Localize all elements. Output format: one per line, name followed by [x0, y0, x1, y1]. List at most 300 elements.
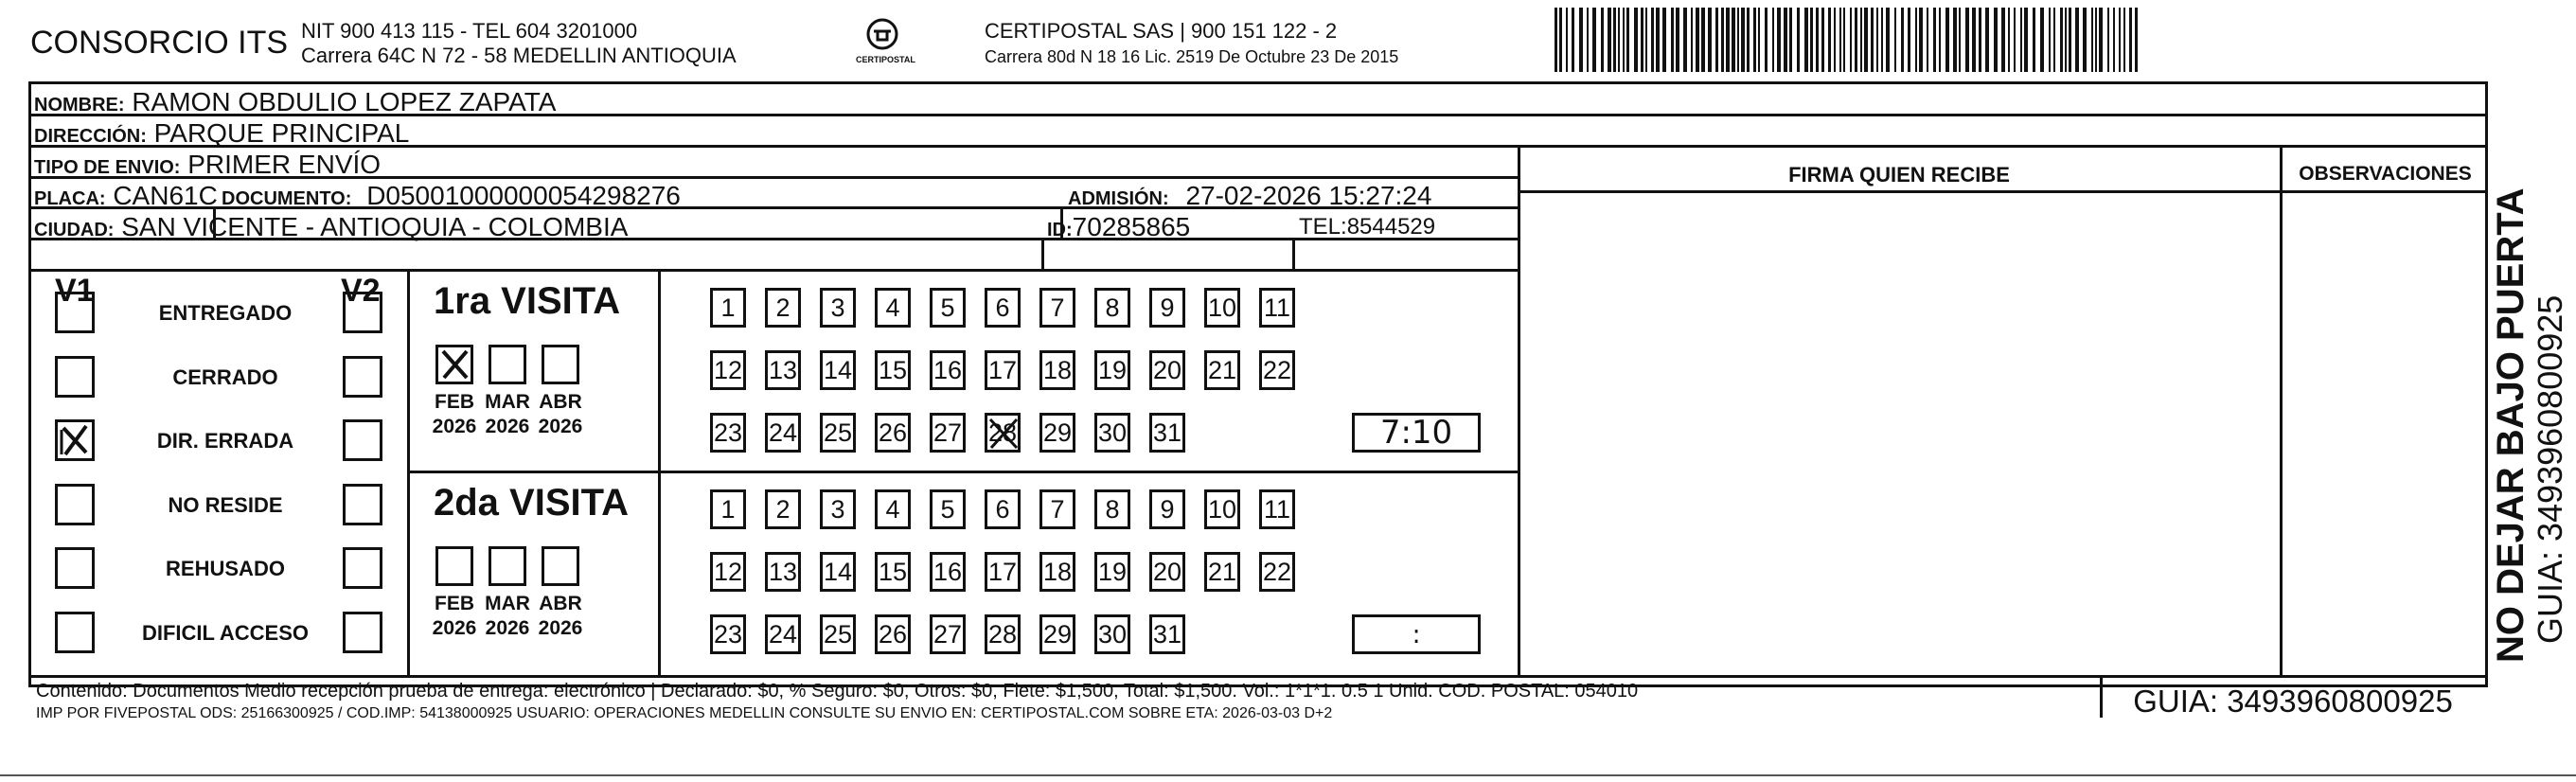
month-checkbox[interactable]	[489, 546, 526, 586]
admision-value: 27-02-2026 15:27:24	[1185, 181, 1432, 210]
barcode-bar	[2083, 8, 2087, 72]
time-field[interactable]: 7:10	[1352, 413, 1481, 453]
placa-value: CAN61C	[113, 181, 218, 210]
day-number: 31	[1152, 619, 1182, 649]
day-number: 9	[1160, 494, 1175, 524]
day-box[interactable]	[765, 489, 801, 529]
day-box[interactable]	[765, 552, 801, 592]
day-number: 8	[1105, 494, 1120, 524]
day-number: 14	[823, 355, 853, 384]
barcode-bar	[1726, 8, 1730, 72]
nombre-value: RAMON OBDULIO LOPEZ ZAPATA	[132, 87, 557, 116]
day-number: 17	[987, 557, 1018, 586]
day-box[interactable]	[710, 614, 746, 654]
barcode-bar	[1871, 8, 1874, 72]
day-box[interactable]	[875, 552, 911, 592]
admision-label: ADMISIÓN:	[1068, 188, 1169, 209]
day-number: 13	[768, 355, 798, 384]
day-number: 1	[720, 293, 736, 322]
day-box[interactable]	[765, 614, 801, 654]
day-box[interactable]	[1039, 350, 1075, 390]
barcode-bar	[1821, 8, 1824, 72]
day-number: 27	[933, 418, 963, 447]
barcode-bar	[1701, 8, 1705, 72]
firma-header: FIRMA QUIEN RECIBE	[1788, 163, 2010, 187]
day-box[interactable]	[1149, 350, 1185, 390]
day-box[interactable]	[710, 552, 746, 592]
day-number: 25	[823, 418, 853, 447]
day-number: 7	[1050, 494, 1065, 524]
day-box[interactable]	[1039, 288, 1075, 328]
day-box[interactable]	[820, 413, 856, 453]
day-box[interactable]	[1094, 413, 1130, 453]
barcode-bar	[1843, 8, 1845, 72]
month-name: ABR	[539, 391, 582, 413]
day-box[interactable]	[710, 350, 746, 390]
barcode-bar	[1789, 8, 1792, 72]
barcode-bar	[2123, 8, 2125, 72]
barcode-bar	[2001, 8, 2005, 72]
barcode-bar	[1592, 8, 1596, 72]
barcode-bar	[1732, 8, 1735, 72]
v2-checkbox[interactable]	[343, 419, 382, 461]
barcode-bar	[1626, 8, 1629, 72]
day-number: 11	[1263, 494, 1291, 524]
day-box[interactable]	[1039, 489, 1075, 529]
v1-checkbox[interactable]	[55, 356, 95, 398]
day-box[interactable]	[930, 489, 966, 529]
barcode-bar	[1860, 8, 1862, 72]
day-box[interactable]	[710, 413, 746, 453]
barcode-bar	[2129, 8, 2132, 72]
barcode-bar	[1886, 8, 1890, 72]
ciudad-row	[34, 212, 628, 242]
day-box[interactable]	[875, 614, 911, 654]
barcode-bar	[1676, 8, 1679, 72]
barcode-bar	[2020, 8, 2022, 72]
status-label: ENTREGADO	[158, 301, 293, 325]
barcode-bar	[1927, 8, 1928, 72]
day-number: 18	[1042, 355, 1073, 384]
barcode-bar	[1919, 8, 1923, 72]
month-year: 2026	[432, 617, 477, 639]
day-box[interactable]	[1039, 413, 1075, 453]
day-box[interactable]	[930, 413, 966, 453]
barcode-bar	[2065, 8, 2067, 72]
day-number: 6	[995, 293, 1010, 322]
barcode-bar	[1834, 8, 1836, 72]
day-box[interactable]	[985, 350, 1021, 390]
day-box[interactable]	[930, 288, 966, 328]
direccion-row	[34, 118, 409, 149]
day-cross-mark	[987, 416, 1020, 452]
barcode-bar	[1559, 8, 1562, 72]
status-label: CERRADO	[172, 365, 278, 389]
side-guia: GUIA: 3493960800925	[2531, 294, 2569, 644]
barcode-bar	[2095, 8, 2097, 72]
barcode-bar	[1777, 8, 1781, 72]
month-checkbox[interactable]	[435, 345, 473, 384]
day-box[interactable]	[1259, 350, 1295, 390]
v2-label: V2	[341, 273, 381, 309]
company-name: CONSORCIO ITS	[30, 25, 289, 61]
day-number: 1	[720, 494, 736, 524]
day-number: 5	[940, 494, 955, 524]
day-number: 9	[1160, 293, 1175, 322]
barcode-bar	[2049, 8, 2051, 72]
day-box[interactable]	[765, 350, 801, 390]
v2-checkbox[interactable]	[343, 484, 382, 525]
status-label: NO RESIDE	[168, 493, 283, 517]
id-row	[1047, 212, 1190, 242]
barcode-bar	[1641, 8, 1643, 72]
carrier-line: CERTIPOSTAL SAS | 900 151 122 - 2	[985, 19, 1338, 43]
barcode-bar	[1804, 8, 1808, 72]
day-number: 12	[713, 355, 743, 384]
barcode-bar	[1959, 8, 1961, 72]
day-box[interactable]	[930, 552, 966, 592]
direccion-label: DIRECCIÓN:	[34, 126, 147, 147]
barcode-bar	[2069, 8, 2071, 72]
barcode-bar	[1645, 8, 1647, 72]
day-number: 8	[1105, 293, 1120, 322]
nombre-row	[34, 87, 556, 117]
day-number: 28	[987, 619, 1018, 649]
status-label: DIFICIL ACCESO	[141, 621, 309, 645]
status-label: REHUSADO	[166, 557, 285, 580]
ciudad-label: CIUDAD:	[34, 220, 115, 240]
day-number: 6	[995, 494, 1010, 524]
barcode-bar	[1985, 8, 1989, 72]
day-box[interactable]	[820, 614, 856, 654]
barcode-bar	[1721, 8, 1724, 72]
month-name: MAR	[485, 593, 530, 614]
day-number: 26	[878, 619, 908, 649]
barcode-bar	[2119, 8, 2121, 72]
barcode-bar	[1876, 8, 1878, 72]
v2-checkbox[interactable]	[343, 292, 382, 333]
barcode-bar	[1864, 8, 1868, 72]
barcode-bar	[1965, 8, 1969, 72]
observaciones-header: OBSERVACIONES	[2299, 163, 2472, 185]
ciudad-value: SAN VICENTE - ANTIOQUIA - COLOMBIA	[121, 212, 629, 241]
month-label	[428, 390, 481, 439]
month-checkbox[interactable]	[542, 345, 579, 384]
nombre-label: NOMBRE:	[34, 95, 125, 116]
day-number: 20	[1152, 355, 1182, 384]
day-number: 14	[823, 557, 853, 586]
day-number: 4	[885, 494, 900, 524]
day-box[interactable]	[875, 350, 911, 390]
day-number: 19	[1097, 557, 1128, 586]
month-name: MAR	[485, 391, 530, 413]
barcode-bar	[2033, 8, 2035, 72]
barcode-bar	[1683, 8, 1687, 72]
day-number: 11	[1263, 293, 1291, 322]
barcode-bar	[1691, 8, 1693, 72]
day-number: 31	[1152, 418, 1182, 447]
barcode-bar	[2099, 8, 2103, 72]
month-checkbox[interactable]	[542, 546, 579, 586]
visit-title: 1ra VISITA	[434, 280, 621, 322]
day-box[interactable]	[710, 489, 746, 529]
barcode-bar	[2107, 8, 2109, 72]
day-number: 21	[1207, 557, 1237, 586]
barcode-bar	[1634, 8, 1638, 72]
day-box[interactable]	[1259, 288, 1295, 328]
day-number: 3	[830, 293, 845, 322]
month-label	[481, 592, 534, 641]
day-number: 24	[768, 619, 798, 649]
v2-checkbox[interactable]	[343, 612, 382, 653]
barcode-bar	[1797, 8, 1800, 72]
day-number: 2	[775, 293, 791, 322]
barcode-bar	[1656, 8, 1660, 72]
month-label	[481, 390, 534, 439]
day-box[interactable]	[930, 614, 966, 654]
day-box[interactable]	[820, 350, 856, 390]
certipostal-logo-text: CERTIPOSTAL	[856, 55, 915, 64]
tel-label: TEL:	[1299, 214, 1347, 240]
day-number: 16	[933, 355, 963, 384]
day-box[interactable]	[765, 288, 801, 328]
day-box[interactable]	[1204, 288, 1240, 328]
day-number: 29	[1042, 418, 1073, 447]
day-box[interactable]	[1149, 552, 1185, 592]
barcode-bar	[2060, 8, 2063, 72]
barcode-bar	[2091, 8, 2093, 72]
month-name: FEB	[435, 391, 474, 413]
barcode-bar	[1915, 8, 1917, 72]
barcode-bar	[1753, 8, 1756, 72]
barcode-bar	[2053, 8, 2055, 72]
barcode-bar	[1784, 8, 1787, 72]
month-checkbox[interactable]	[489, 345, 526, 384]
barcode-bar	[1758, 8, 1760, 72]
barcode-bar	[1881, 8, 1883, 72]
day-number: 29	[1042, 619, 1073, 649]
day-box[interactable]	[875, 288, 911, 328]
day-box[interactable]	[1259, 489, 1295, 529]
month-label	[534, 592, 587, 641]
carrier-address: Carrera 80d N 18 16 Lic. 2519 De Octubre 23 De 2015	[985, 47, 1399, 66]
day-box[interactable]	[985, 552, 1021, 592]
tipo-value: PRIMER ENVÍO	[187, 150, 382, 179]
day-number: 10	[1207, 494, 1237, 524]
day-number: 2	[775, 494, 791, 524]
v1-checkbox[interactable]	[55, 419, 95, 461]
barcode-bar	[1554, 8, 1557, 72]
admision-row	[1068, 181, 1431, 211]
barcode-bar	[1566, 8, 1568, 72]
footer-content: Contenido: Documentos Medio recepción prueba de entrega: electrónico | Declarado: $0, % Seguro: $0, Otros: $0, Flete: $1,500, Total: $1,500. Vol.: 1*1*1. 0.5 1 Unid. COD. POSTAL: 054010	[36, 681, 1639, 702]
day-number: 22	[1262, 355, 1292, 384]
day-box[interactable]	[1094, 350, 1130, 390]
month-year: 2026	[485, 416, 530, 437]
day-box[interactable]	[1204, 552, 1240, 592]
month-year: 2026	[485, 617, 530, 639]
barcode-bar	[1618, 8, 1620, 72]
footer-print-info: IMP POR FIVEPOSTAL ODS: 25166300925 / COD.IMP: 54138000925 USUARIO: OPERACIONES MEDELLIN CONSULTE SU ENVIO EN: CERTIPOSTAL.COM SOBRE ETA: 2026-03-03 D+2	[36, 705, 1333, 721]
day-number: 4	[885, 293, 900, 322]
day-box[interactable]	[930, 350, 966, 390]
v1-checkbox[interactable]	[55, 612, 95, 653]
month-label	[534, 390, 587, 439]
visit-title: 2da VISITA	[434, 482, 629, 524]
company-address: Carrera 64C N 72 - 58 MEDELLIN ANTIOQUIA	[301, 44, 737, 67]
day-number: 13	[768, 557, 798, 586]
day-box[interactable]	[1094, 288, 1130, 328]
day-box[interactable]	[875, 413, 911, 453]
day-box[interactable]	[1094, 489, 1130, 529]
barcode-bar	[1933, 8, 1936, 72]
id-value: 70285865	[1072, 212, 1191, 241]
v1-checkbox[interactable]	[55, 484, 95, 525]
day-number: 15	[878, 557, 908, 586]
certipostal-logo-icon	[858, 17, 907, 59]
barcode-bar	[1953, 8, 1957, 72]
day-number: 12	[713, 557, 743, 586]
day-number: 23	[713, 418, 743, 447]
footer-guia: GUIA: 3493960800925	[2133, 684, 2453, 719]
no-dejar-warning: NO DEJAR BAJO PUERTA	[2490, 187, 2532, 663]
day-number: 20	[1152, 557, 1182, 586]
barcode-bar	[1613, 8, 1616, 72]
day-box[interactable]	[875, 489, 911, 529]
day-box[interactable]	[820, 288, 856, 328]
barcode-bar	[1671, 8, 1674, 72]
barcode-bar	[1908, 8, 1910, 72]
barcode-bar	[1662, 8, 1666, 72]
month-name: FEB	[435, 593, 474, 614]
barcode-bar	[2008, 8, 2010, 72]
barcode-bar	[2040, 8, 2044, 72]
v1-label: V1	[55, 273, 95, 309]
day-box[interactable]	[1149, 614, 1185, 654]
day-box[interactable]	[1149, 489, 1185, 529]
barcode-bar	[2113, 8, 2115, 72]
day-number: 7	[1050, 293, 1065, 322]
barcode-bar	[1737, 8, 1739, 72]
day-number: 30	[1097, 619, 1128, 649]
day-number: 17	[987, 355, 1018, 384]
time-field[interactable]: :	[1352, 614, 1481, 654]
barcode-bar	[1587, 8, 1589, 72]
day-box[interactable]	[710, 288, 746, 328]
day-box[interactable]	[1039, 552, 1075, 592]
month-year: 2026	[538, 617, 583, 639]
day-number: 16	[933, 557, 963, 586]
barcode-bar	[1623, 8, 1625, 72]
day-box[interactable]	[1259, 552, 1295, 592]
barcode-bar	[1601, 8, 1604, 72]
day-number: 10	[1207, 293, 1237, 322]
documento-row	[222, 181, 681, 211]
day-number: 30	[1097, 418, 1128, 447]
barcode-bar	[1945, 8, 1949, 72]
day-box[interactable]	[1149, 288, 1185, 328]
day-box[interactable]	[820, 552, 856, 592]
day-number: 25	[823, 619, 853, 649]
direccion-value: PARQUE PRINCIPAL	[153, 118, 410, 148]
barcode-bar	[1855, 8, 1857, 72]
barcode-bar	[1651, 8, 1654, 72]
month-year: 2026	[432, 416, 477, 437]
barcode-bar	[1696, 8, 1699, 72]
barcode-bar	[1839, 8, 1841, 72]
day-number: 3	[830, 494, 845, 524]
barcode-bar	[1828, 8, 1831, 72]
id-label: ID:	[1047, 220, 1073, 240]
day-box[interactable]	[985, 413, 1021, 453]
tipo-label: TIPO DE ENVIO:	[34, 157, 181, 178]
placa-label: PLACA:	[34, 188, 106, 209]
day-box[interactable]	[985, 489, 1021, 529]
month-year: 2026	[538, 416, 583, 437]
day-number: 21	[1207, 355, 1237, 384]
documento-value: D05001000000054298276	[366, 181, 681, 210]
barcode-bar	[2014, 8, 2016, 72]
placa-row	[34, 181, 218, 211]
day-box[interactable]	[1094, 614, 1130, 654]
day-number: 26	[878, 418, 908, 447]
v1-checkbox[interactable]	[55, 292, 95, 333]
day-box[interactable]	[1039, 614, 1075, 654]
barcode-bar	[1850, 8, 1852, 72]
barcode-bar	[1939, 8, 1941, 72]
v1-checkbox[interactable]	[55, 547, 95, 589]
barcode-bar	[1972, 8, 1976, 72]
barcode-bar	[1715, 8, 1718, 72]
day-number: 18	[1042, 557, 1073, 586]
barcode-bar	[2135, 8, 2138, 72]
day-number: 22	[1262, 557, 1292, 586]
day-box[interactable]	[1204, 350, 1240, 390]
barcode-bar	[1572, 8, 1574, 72]
barcode-bar	[1747, 8, 1750, 72]
tel-row	[1299, 214, 1435, 240]
day-box[interactable]	[1149, 413, 1185, 453]
barcode-bar	[1979, 8, 1981, 72]
v2-checkbox[interactable]	[343, 356, 382, 398]
day-number: 23	[713, 619, 743, 649]
barcode-bar	[1901, 8, 1904, 72]
day-box[interactable]	[985, 614, 1021, 654]
status-label: DIR. ERRADA	[156, 429, 294, 453]
day-number: 28	[987, 418, 1018, 447]
barcode	[1553, 8, 2149, 74]
day-number: 15	[878, 355, 908, 384]
day-box[interactable]	[1204, 489, 1240, 529]
month-label	[428, 592, 481, 641]
documento-label: DOCUMENTO:	[222, 188, 352, 209]
day-box[interactable]	[820, 489, 856, 529]
month-name: ABR	[539, 593, 582, 614]
barcode-bar	[1894, 8, 1896, 72]
tel-value: 8544529	[1346, 214, 1436, 240]
v2-checkbox[interactable]	[343, 547, 382, 589]
barcode-bar	[1708, 8, 1712, 72]
day-number: 24	[768, 418, 798, 447]
company-nit: NIT 900 413 115 - TEL 604 3201000	[301, 19, 638, 43]
day-box[interactable]	[765, 413, 801, 453]
barcode-bar	[1994, 8, 1998, 72]
tipo-row	[34, 150, 381, 180]
barcode-bar	[1608, 8, 1611, 72]
month-checkbox[interactable]	[435, 546, 473, 586]
day-box[interactable]	[985, 288, 1021, 328]
day-box[interactable]	[1094, 552, 1130, 592]
